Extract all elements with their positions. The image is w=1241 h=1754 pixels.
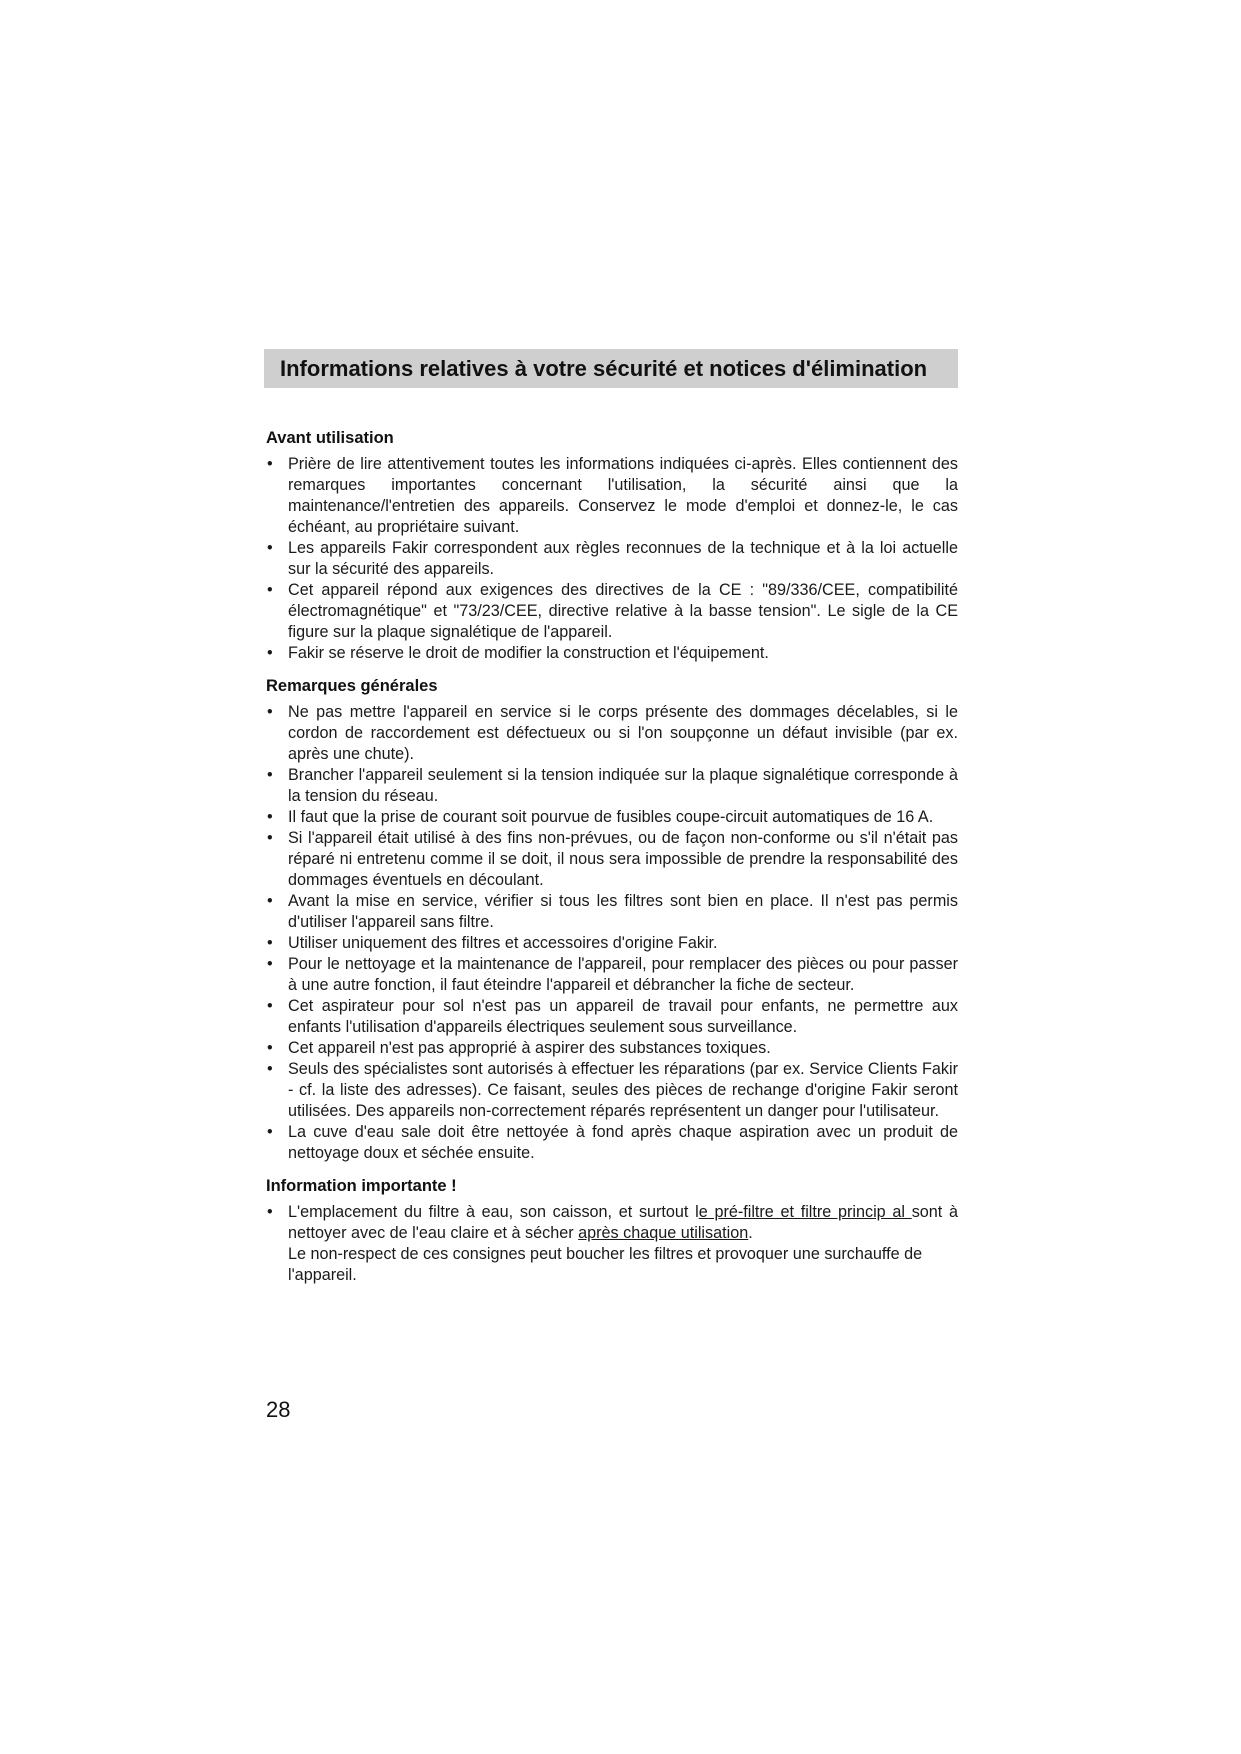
list-item: • Ne pas mettre l'appareil en service si le corps présente des dommages décelables, si le cordon de raccordement est défectueux ou si l'on soupçonne un défaut invisible (par ex. après une chute). [266,702,958,765]
section-remarques-generales [266,676,958,1164]
list-item: • Il faut que la prise de courant soit pourvue de fusibles coupe-circuit automatiques de 16 A. [266,807,958,828]
list-item: • La cuve d'eau sale doit être nettoyée à fond après chaque aspiration avec un produit de nettoyage doux et séchée ensuite. [266,1122,958,1164]
underlined-after-use: après chaque utilisation [578,1224,749,1242]
list-item: • Les appareils Fakir correspondent aux règles reconnues de la technique et à la loi actuelle sur la sécurité des appareils. [266,538,958,580]
list-item: • Brancher l'appareil seulement si la tension indiquée sur la plaque signalétique corresponde à la tension du réseau. [266,765,958,807]
list-item: • Cet appareil n'est pas approprié à aspirer des substances toxiques. [266,1038,958,1059]
section-avant-utilisation [266,428,958,664]
document-body [266,428,958,1286]
list-item: • Si l'appareil était utilisé à des fins non-prévues, ou de façon non-conforme ou s'il n'était pas réparé ni entretenu comme il se doit, il nous sera impossible de prendre la responsabilité des dommages éventuels en découlant. [266,828,958,891]
page-title: Informations relatives à votre sécurité et notices d'élimination [280,355,928,381]
list-item: • Utiliser uniquement des filtres et accessoires d'origine Fakir. [266,933,958,954]
underlined-filters: e pré-filtre et filtre princip al [698,1203,912,1221]
important-text: L'emplacement du filtre à eau, son caisson, et surtout l [288,1203,699,1221]
list-item: • Seuls des spécialistes sont autorisés à effectuer les réparations (par ex. Service Clients Fakir - cf. la liste des adresses). Ce faisant, seules des pièces de rechange d'origine Fakir seront utilisées. Des appareils non-correctement réparés représentent un danger pour l'utilisateur. [266,1059,958,1122]
section-heading: Information importante ! [266,1177,457,1195]
list-item: • Cet aspirateur pour sol n'est pas un appareil de travail pour enfants, ne permettre aux enfants l'utilisation d'appareils électriques seulement sous surveillance. [266,996,958,1038]
list-item: • Pour le nettoyage et la maintenance de l'appareil, pour remplacer des pièces ou pour passer à une autre fonction, il faut éteindre l'appareil et débrancher la fiche de secteur. [266,954,958,996]
list-item: • Cet appareil répond aux exigences des directives de la CE : "89/336/CEE, compatibilité électromagnétique" et "73/23/CEE, directive relative à la basse tension". Le sigle de la CE figure sur la plaque signalétique de l'appareil. [266,580,958,643]
section-heading: Remarques générales [266,677,438,695]
important-text: sont à nettoyer avec de l'eau claire et à sécher [288,1203,958,1242]
title-banner [264,349,958,388]
list-item: • Avant la mise en service, vérifier si tous les filtres sont bien en place. Il n'est pas permis d'utiliser l'appareil sans filtre. [266,891,958,933]
list-item: • Fakir se réserve le droit de modifier la construction et l'équipement. [266,643,958,664]
section-information-importante [266,1176,958,1286]
page-number: 28 [266,1397,291,1422]
list-item [266,1202,958,1244]
important-text: . [748,1224,753,1242]
section-heading: Avant utilisation [266,429,394,447]
important-note: Le non-respect de ces consignes peut boucher les filtres et provoquer une surchauffe de l'appareil. [288,1245,923,1284]
list-item: • Prière de lire attentivement toutes les informations indiquées ci-après. Elles contiennent des remarques importantes concernant l'utilisation, la sécurité ainsi que la maintenance/l'entretien des appareils. Conservez le mode d'emploi et donnez-le, le cas échéant, au propriétaire suivant. [266,454,958,538]
